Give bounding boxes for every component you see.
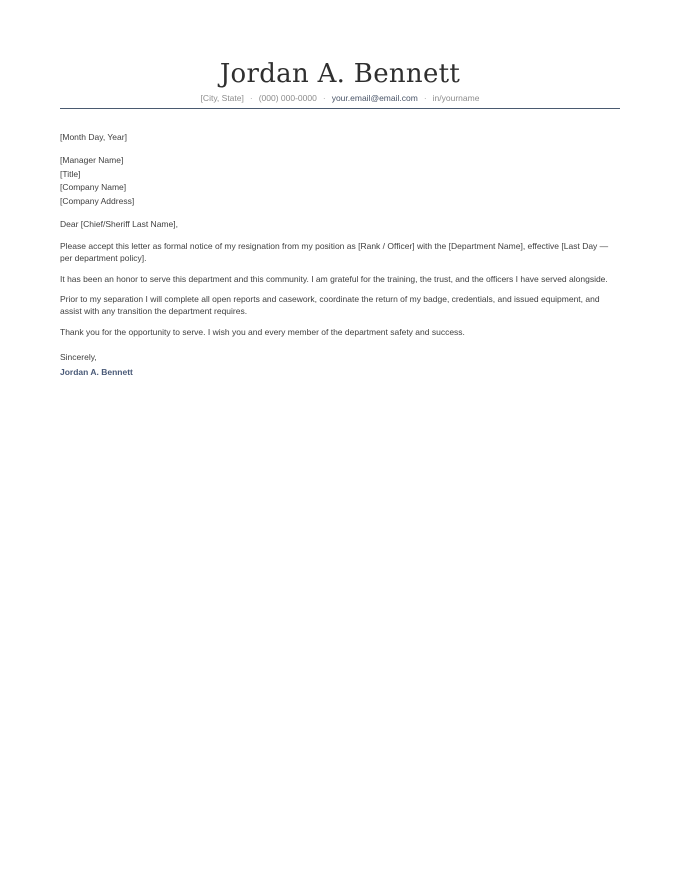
contact-separator: · xyxy=(249,93,253,103)
recipient-address xyxy=(60,154,620,208)
body-paragraph: It has been an honor to serve this department and this community. I am grateful for the training, the trust, and the officers I have served alongside. xyxy=(60,273,608,284)
body-paragraph: Prior to my separation I will complete all open reports and casework, coordinate the return of my badge, credentials, and issued equipment, and assist with any transition the department requires. xyxy=(60,294,600,316)
header-divider xyxy=(60,108,620,109)
contact-separator: · xyxy=(322,93,326,103)
recipient-manager-name: [Manager Name] xyxy=(60,155,124,165)
letter-header xyxy=(60,58,620,104)
contact-phone: (000) 000-0000 xyxy=(258,93,317,103)
letter-date: [Month Day, Year] xyxy=(60,132,127,142)
contact-separator: · xyxy=(423,93,427,103)
contact-line xyxy=(60,92,620,104)
signature: Jordan A. Bennett xyxy=(60,366,133,377)
contact-email: your.email@email.com xyxy=(331,93,418,103)
closing: Sincerely, xyxy=(60,351,97,362)
contact-linkedin: in/yourname xyxy=(432,93,480,103)
letter-body xyxy=(60,131,620,379)
contact-location: [City, State] xyxy=(200,93,244,103)
applicant-name: Jordan A. Bennett xyxy=(219,59,461,89)
body-paragraph: Please accept this letter as formal notice of my resignation from my position as [Rank / Officer] with the [Department Name], effective [Last Day — per department policy]. xyxy=(60,241,609,263)
body-paragraph: Thank you for the opportunity to serve. I wish you and every member of the department safety and success. xyxy=(60,326,465,337)
salutation: Dear [Chief/Sheriff Last Name], xyxy=(60,219,178,229)
recipient-title: [Title] xyxy=(60,168,81,179)
recipient-company-name: [Company Name] xyxy=(60,182,127,192)
recipient-company-address: [Company Address] xyxy=(60,195,135,206)
